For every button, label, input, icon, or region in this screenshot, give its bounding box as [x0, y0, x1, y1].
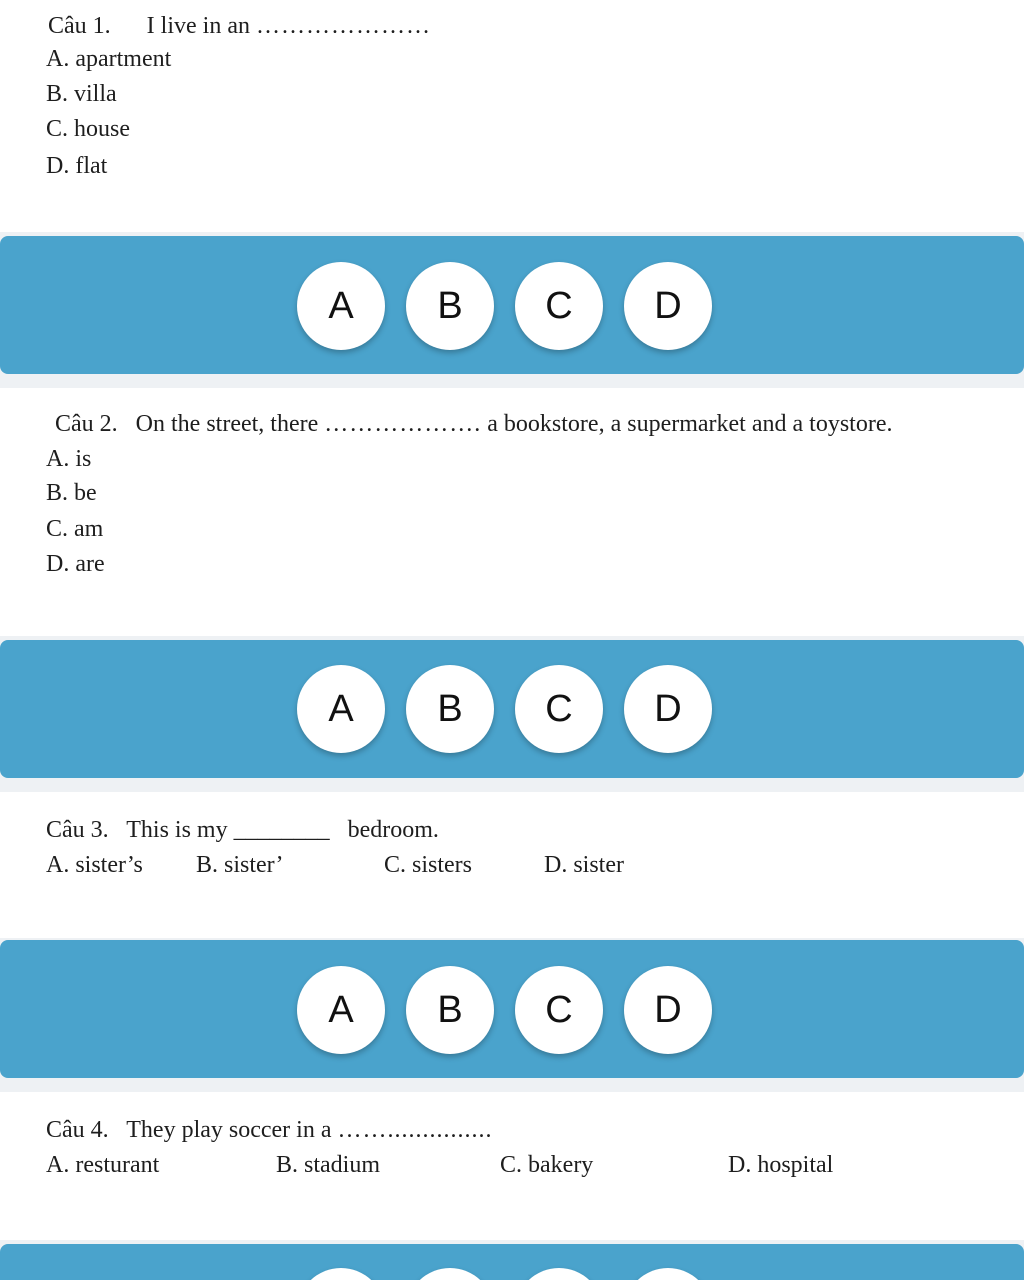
- question-card-3: [0, 792, 1024, 938]
- question-stem-end: a bookstore, a supermarket and a toystore.: [487, 411, 893, 437]
- question-label: Câu 1.: [48, 13, 111, 39]
- answer-button-a[interactable]: A: [297, 262, 385, 350]
- option-d: D. sister: [544, 852, 624, 878]
- question-label: Câu 2.: [55, 411, 118, 437]
- question-stem: They play soccer in a: [126, 1117, 332, 1143]
- answer-button-d[interactable]: D: [624, 262, 712, 350]
- option-d: D. flat: [46, 153, 108, 179]
- answer-button-a[interactable]: [297, 1268, 385, 1280]
- answer-button-d[interactable]: D: [624, 966, 712, 1054]
- answer-bar-2: [0, 640, 1024, 778]
- option-a: A. apartment: [46, 46, 172, 72]
- answer-button-c[interactable]: [515, 1268, 603, 1280]
- answer-bar-3: [0, 940, 1024, 1078]
- question-stem: This is my: [126, 817, 228, 843]
- option-a: A. resturant: [46, 1152, 160, 1178]
- question-card-1: [0, 0, 1024, 232]
- answer-button-b[interactable]: [406, 1268, 494, 1280]
- option-a: A. is: [46, 446, 92, 472]
- option-d: D. hospital: [728, 1152, 834, 1178]
- question-label: Câu 3.: [46, 817, 109, 843]
- answer-blank: ……...............: [337, 1117, 493, 1143]
- question-3-text: [46, 816, 439, 844]
- answer-bar-4: [0, 1244, 1024, 1280]
- answer-blank: ________: [233, 817, 330, 843]
- question-card-2: [0, 388, 1024, 636]
- answer-button-b[interactable]: B: [406, 665, 494, 753]
- answer-button-d[interactable]: [624, 1268, 712, 1280]
- answer-button-c[interactable]: C: [515, 966, 603, 1054]
- question-2-text: [55, 410, 892, 438]
- answer-button-b[interactable]: B: [406, 966, 494, 1054]
- option-b: B. sister’: [196, 852, 284, 878]
- option-c: C. am: [46, 516, 104, 542]
- answer-button-c[interactable]: C: [515, 665, 603, 753]
- question-4-text: [46, 1116, 493, 1144]
- answer-button-a[interactable]: A: [297, 966, 385, 1054]
- option-b: B. be: [46, 480, 97, 506]
- answer-button-d[interactable]: D: [624, 665, 712, 753]
- answer-button-c[interactable]: C: [515, 262, 603, 350]
- answer-bar-1: [0, 236, 1024, 374]
- question-label: Câu 4.: [46, 1117, 109, 1143]
- option-d: D. are: [46, 551, 105, 577]
- option-c: C. house: [46, 116, 130, 142]
- question-stem-end: bedroom.: [347, 817, 439, 843]
- question-stem: I live in an: [146, 13, 250, 39]
- question-stem: On the street, there: [135, 411, 319, 437]
- answer-button-a[interactable]: A: [297, 665, 385, 753]
- option-c: C. bakery: [500, 1152, 594, 1178]
- question-1-text: [48, 12, 431, 40]
- option-a: A. sister’s: [46, 852, 143, 878]
- option-c: C. sisters: [384, 852, 473, 878]
- answer-blank: ……………….: [324, 411, 482, 437]
- option-b: B. villa: [46, 81, 117, 107]
- question-card-4: [0, 1092, 1024, 1240]
- option-b: B. stadium: [276, 1152, 381, 1178]
- answer-blank: …………………: [255, 13, 431, 39]
- answer-button-b[interactable]: B: [406, 262, 494, 350]
